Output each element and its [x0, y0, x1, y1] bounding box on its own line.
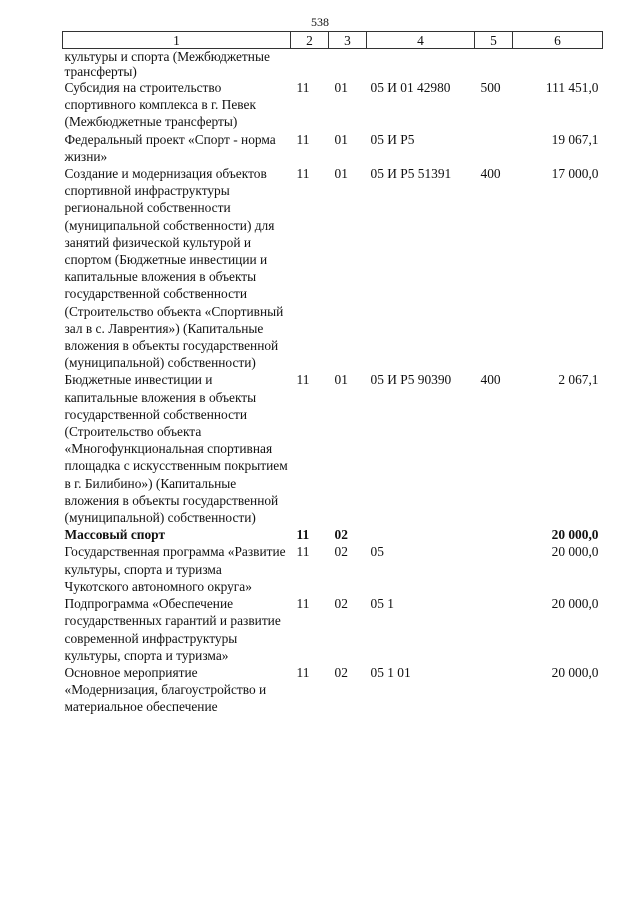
row-section: 11 — [296, 80, 310, 95]
row-name: Федеральный проект «Спорт - норма жизни» — [64, 131, 276, 164]
row-amount: 2 067,1 — [558, 372, 599, 388]
row-section: 11 — [296, 544, 310, 560]
row-amount: 20 000,0 — [551, 527, 599, 543]
row-name: Государственная программа «Развитие культуры, спорта и туризма Чукотского автономного округа» — [64, 544, 286, 594]
row-target: 05 1 — [370, 596, 394, 612]
row-expense-type: 500 — [480, 80, 501, 95]
row-expense-type: 400 — [480, 372, 501, 388]
row-name: культуры и спорта (Межбюджетные трансферты) — [64, 49, 270, 79]
table-row — [63, 165, 603, 371]
row-subsection: 02 — [334, 527, 348, 543]
row-amount: 20 000,0 — [551, 664, 599, 680]
row-expense-type — [475, 526, 513, 543]
table-header — [63, 32, 603, 49]
table-row — [63, 595, 603, 664]
row-subsection: 02 — [334, 544, 348, 560]
row-expense-type — [475, 595, 513, 664]
row-expense-type — [475, 49, 513, 80]
row-section: 11 — [296, 527, 310, 543]
row-subsection — [329, 49, 367, 80]
row-target — [367, 49, 475, 80]
header-col-4: 4 — [367, 32, 475, 49]
row-section — [291, 49, 329, 80]
row-name: Основное мероприятие «Модернизация, благоустройство и материальное обеспечение — [64, 664, 267, 715]
table-row — [63, 79, 603, 131]
row-amount: 19 067,1 — [551, 131, 599, 147]
row-amount: 17 000,0 — [551, 166, 599, 182]
table-row — [63, 371, 603, 526]
row-target: 05 И Р5 — [370, 131, 415, 147]
row-expense-type — [475, 543, 513, 595]
header-col-3: 3 — [329, 32, 367, 49]
row-name: Массовый спорт — [64, 527, 166, 543]
table-row — [63, 131, 603, 165]
row-section: 11 — [296, 166, 310, 182]
row-expense-type — [475, 131, 513, 165]
header-col-2: 2 — [291, 32, 329, 49]
row-name: Создание и модернизация объектов спортивной инфраструктуры региональной собственности (муниципальной собственности) для занятий физической культурой и спортом (Бюджетные инвестиции и капитальные вложения в объекты государственной собственности (Строительство объекта «Спортивный зал в с. Лаврентия») (Капитальные вложения в объекты государственной (муниципальной) собственности) — [64, 166, 284, 371]
row-section: 11 — [296, 596, 310, 612]
row-amount: 20 000,0 — [551, 596, 599, 612]
row-subsection: 01 — [334, 166, 348, 182]
table-row — [63, 526, 603, 543]
row-name: Бюджетные инвестиции и капитальные вложения в объекты государственной собственности (Строительство объекта «Многофункциональная спортивная площадка с искусственным покрытием в г. Билибино») (Капитальные вложения в объекты государственной (муниципальной) собственности) — [64, 372, 288, 526]
table-row — [63, 543, 603, 595]
table-row — [63, 49, 603, 80]
row-target: 05 1 01 — [370, 664, 411, 680]
row-amount — [513, 49, 603, 80]
row-target: 05 И 01 42980 — [370, 80, 451, 95]
row-target: 05 И Р5 51391 — [370, 166, 452, 182]
row-target: 05 И Р5 90390 — [370, 372, 452, 388]
row-section: 11 — [296, 131, 310, 147]
row-name: Подпрограмма «Обеспечение государственных гарантий и развитие современной инфраструктуры культуры, спорта и туризма» — [64, 596, 281, 663]
row-amount: 20 000,0 — [551, 544, 599, 560]
row-section: 11 — [296, 372, 310, 388]
row-subsection: 01 — [334, 80, 348, 95]
row-target: 05 — [370, 544, 384, 560]
page-number: 538 — [311, 15, 329, 29]
row-subsection: 02 — [334, 664, 348, 680]
row-subsection: 01 — [334, 131, 348, 147]
row-subsection: 01 — [334, 372, 348, 388]
row-target — [367, 526, 475, 543]
header-col-5: 5 — [475, 32, 513, 49]
row-section: 11 — [296, 664, 310, 680]
header-col-6: 6 — [513, 32, 603, 49]
budget-table — [62, 31, 603, 716]
row-subsection: 02 — [334, 596, 348, 612]
row-name: Субсидия на строительство спортивного комплекса в г. Певек (Межбюджетные трансферты) — [64, 80, 256, 130]
row-expense-type — [475, 664, 513, 716]
row-amount: 111 451,0 — [545, 80, 599, 95]
header-col-1: 1 — [63, 32, 291, 49]
table-row — [63, 664, 603, 716]
row-expense-type: 400 — [480, 166, 501, 182]
table-body — [63, 49, 603, 716]
